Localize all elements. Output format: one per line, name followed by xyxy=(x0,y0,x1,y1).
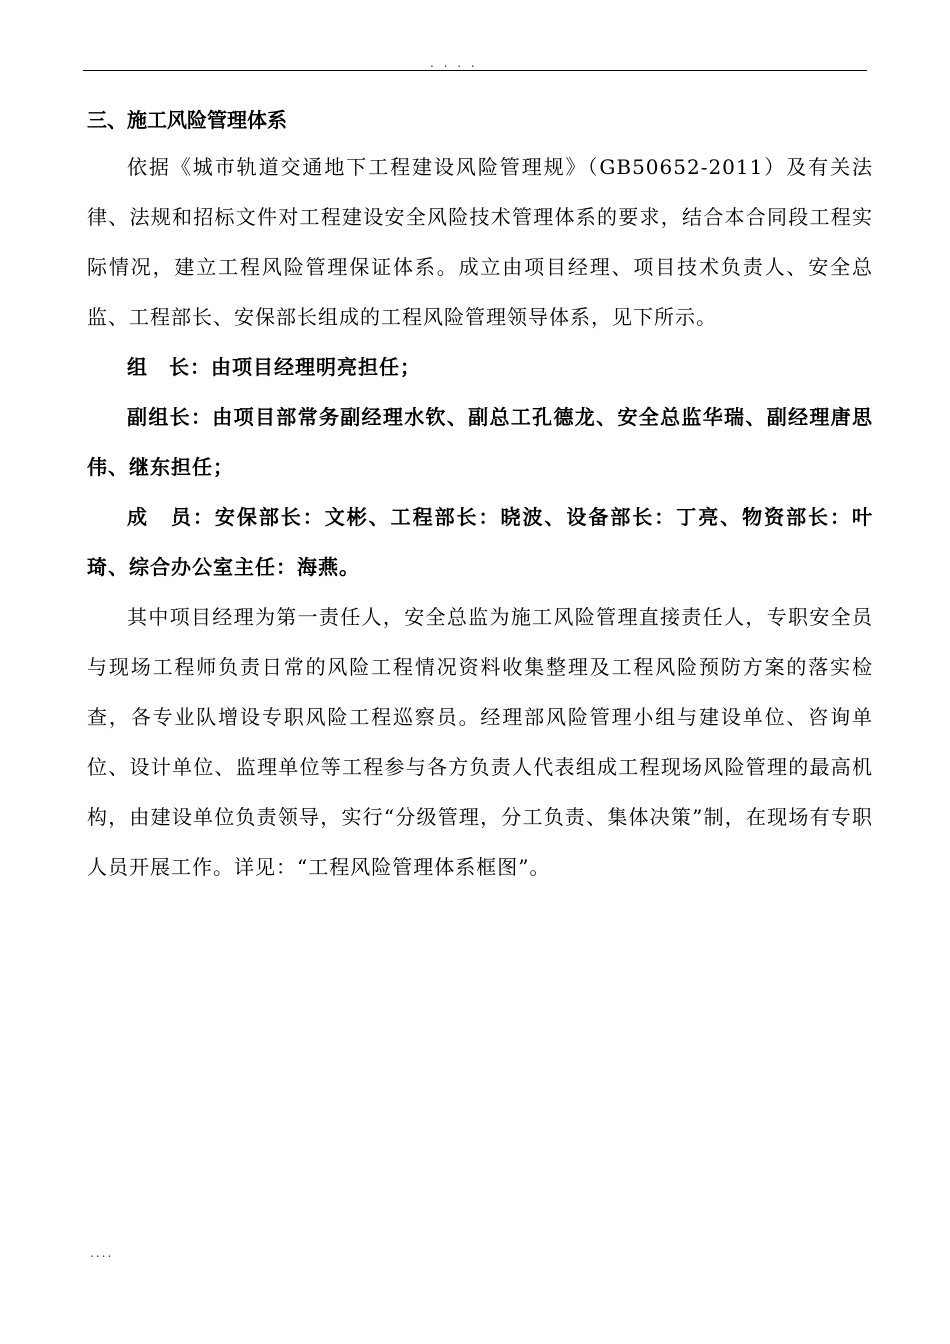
document-body xyxy=(87,98,873,892)
header-marks: . . . . xyxy=(430,56,478,70)
paragraph-deputy-leaders: 副组长：由项目部常务副经理水钦、副总工孔德龙、安全总监华瑞、副经理唐思伟、继东担任； xyxy=(87,405,873,479)
header-rule xyxy=(83,70,867,71)
paragraph-team-leader: 组 长：由项目经理明亮担任； xyxy=(127,355,421,379)
section-heading: 三、施工风险管理体系 xyxy=(87,108,287,132)
paragraph-responsibilities: 其中项目经理为第一责任人，安全总监为施工风险管理直接责任人，专职安全员与现场工程师负责日常的风险工程情况资料收集整理及工程风险预防方案的落实检查，各专业队增设专职风险工程巡察员。经理部风险管理小组与建设单位、咨询单位、设计单位、监理单位等工程参与各方负责人代表组成工程现场风险管理的最高机构，由建设单位负责领导，实行“分级管理，分工负责、集体决策”制，在现场有专职人员开展工作。详见：“工程风险管理体系框图”。 xyxy=(87,605,873,879)
paragraph-members: 成 员：安保部长：文彬、工程部长：晓波、设备部长：丁亮、物资部长：叶琦、综合办公室主任：海燕。 xyxy=(87,505,873,579)
paragraph-basis: 依据《城市轨道交通地下工程建设风险管理规》（GB50652-2011）及有关法律、法规和招标文件对工程建设安全风险技术管理体系的要求，结合本合同段工程实际情况，建立工程风险管理保证体系。成立由项目经理、项目技术负责人、安全总监、工程部长、安保部长组成的工程风险管理领导体系，见下所示。 xyxy=(87,155,873,329)
footer-marks: .... xyxy=(90,1246,114,1260)
